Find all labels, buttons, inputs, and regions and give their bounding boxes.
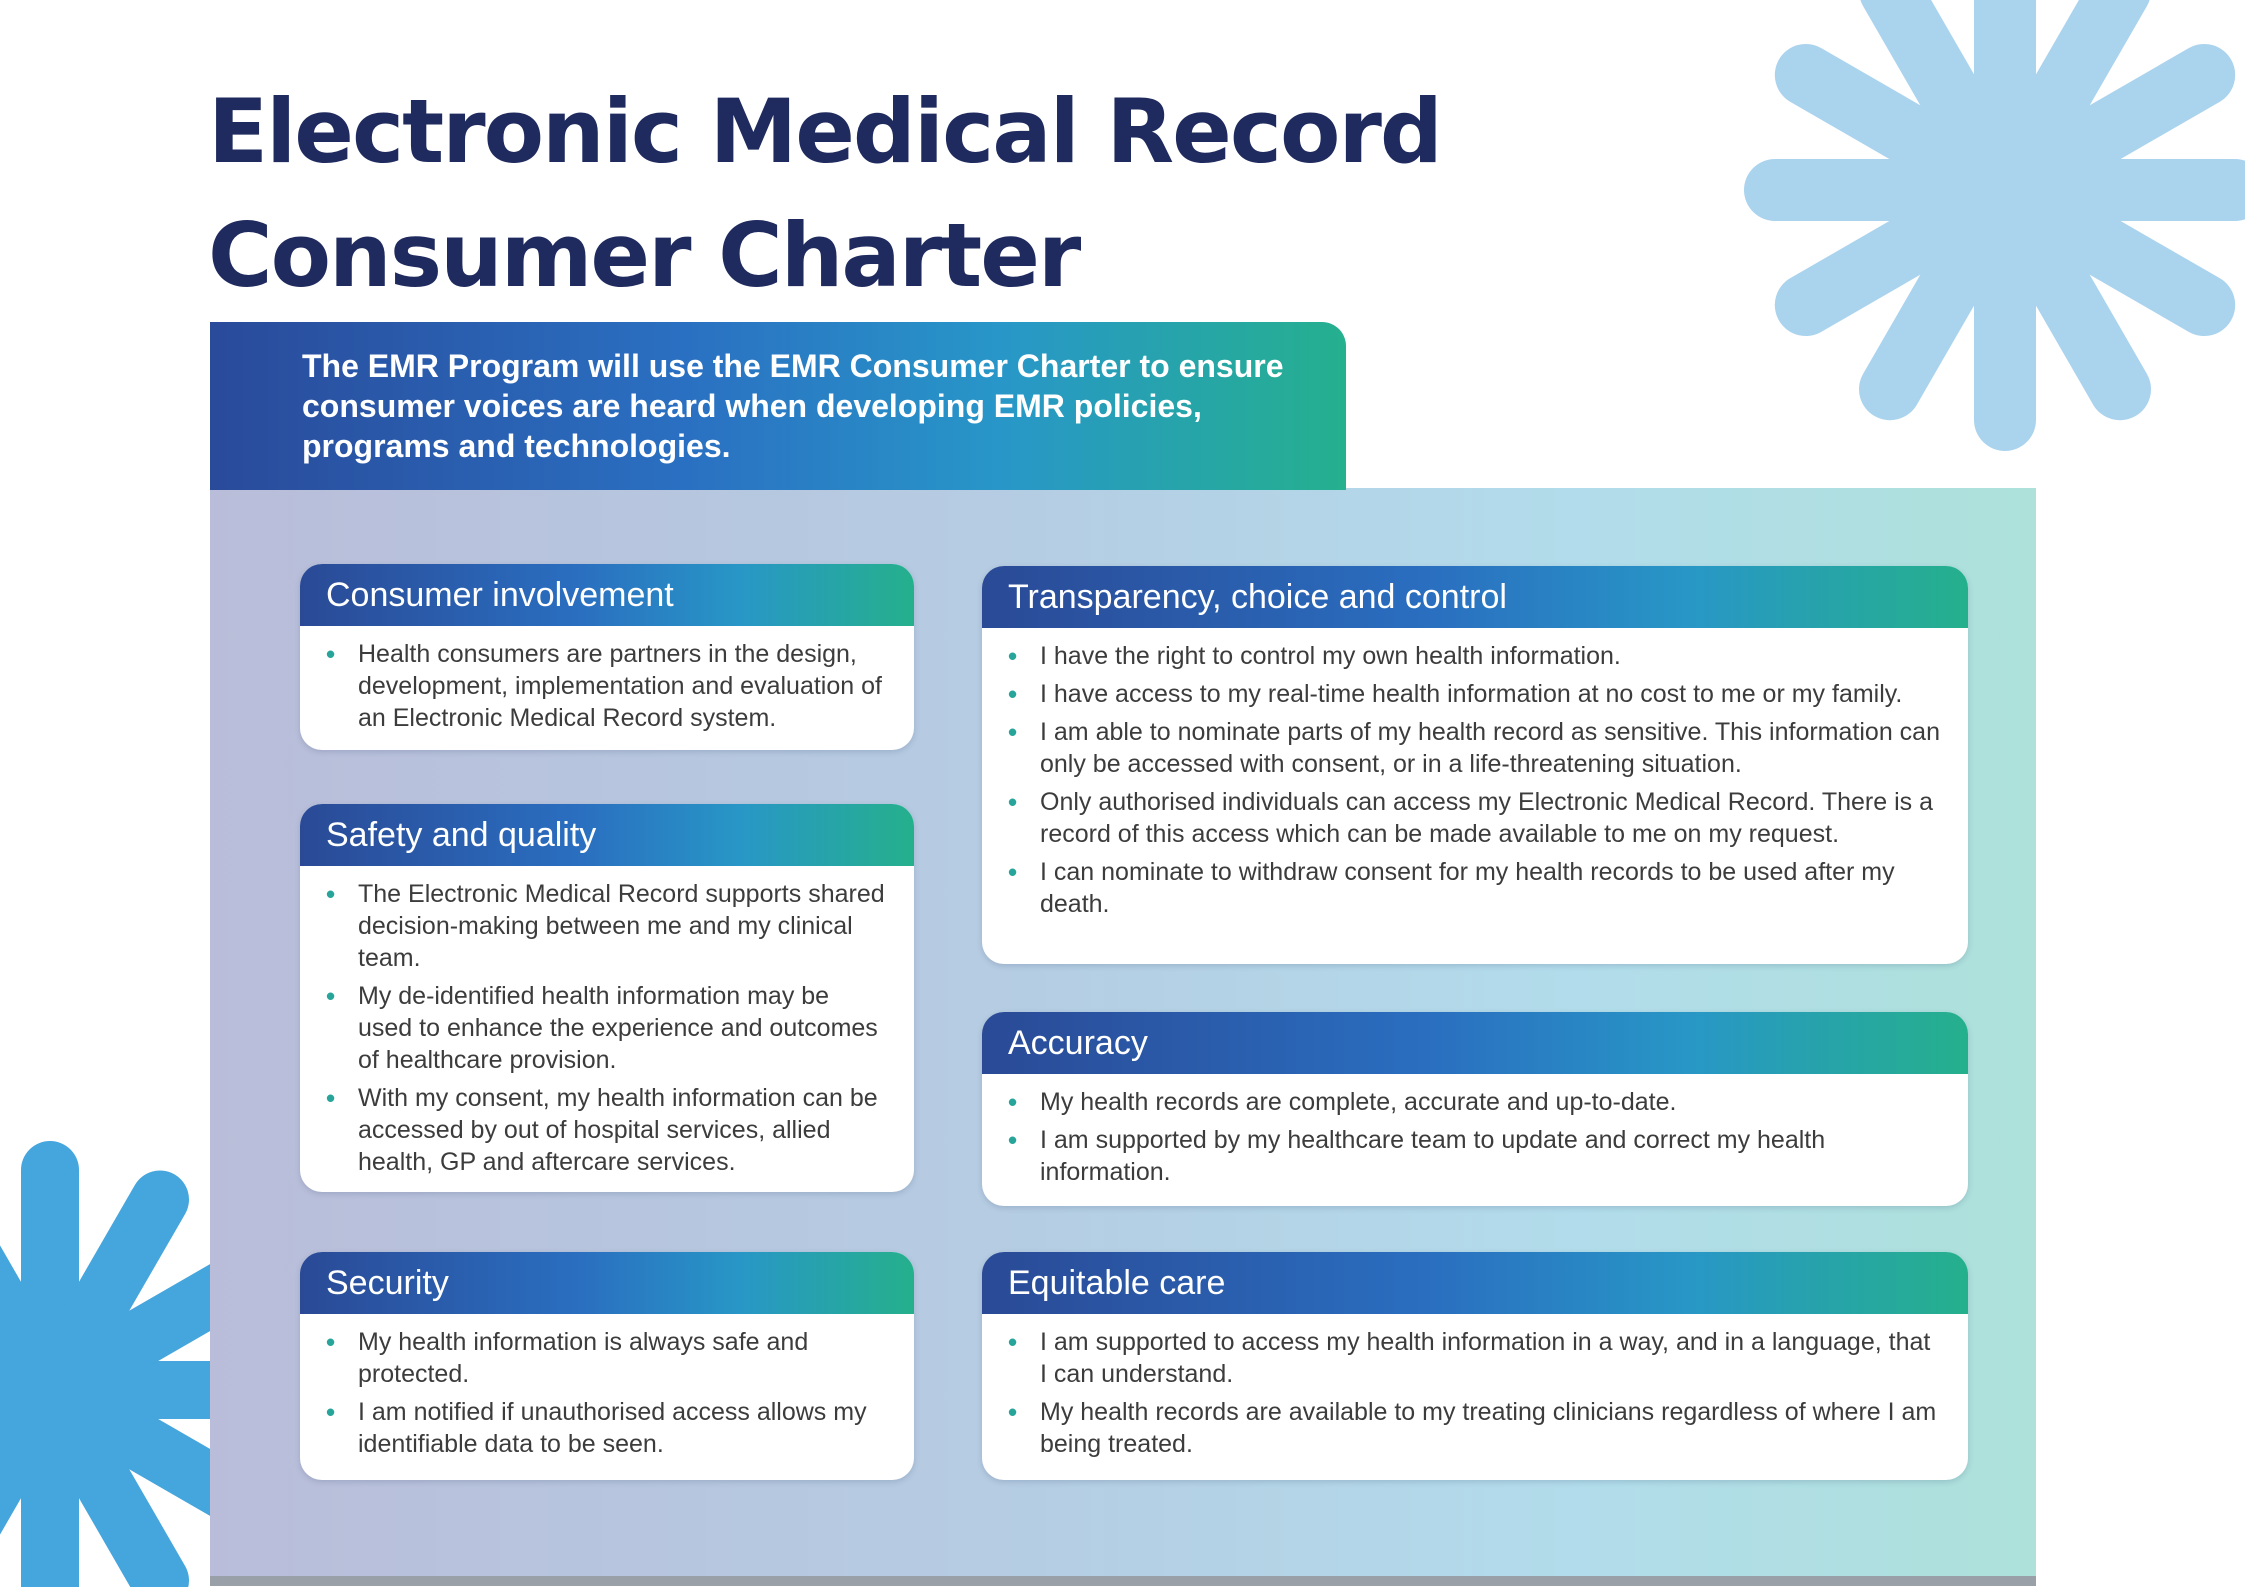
section-title: Accuracy xyxy=(982,1012,1968,1074)
bullet-icon: • xyxy=(1008,857,1018,887)
list-item xyxy=(1004,640,1944,672)
list-item xyxy=(322,1082,890,1178)
list-item-text: Health consumers are partners in the design, development, implementation and evaluation of an Electronic Medical Record system. xyxy=(358,640,882,732)
list-item xyxy=(1004,856,1944,920)
list-item xyxy=(1004,1326,1944,1390)
panel-shadow xyxy=(210,1576,2036,1586)
bullet-icon: • xyxy=(1008,679,1018,709)
list-item xyxy=(322,980,890,1076)
bullet-icon: • xyxy=(326,879,336,909)
bullet-icon: • xyxy=(1008,641,1018,671)
bullet-icon: • xyxy=(326,639,336,669)
bullet-icon: • xyxy=(326,981,336,1011)
list-item-text: I am notified if unauthorised access allows my identifiable data to be seen. xyxy=(358,1398,867,1458)
section-title: Equitable care xyxy=(982,1252,1968,1314)
section-title: Consumer involvement xyxy=(300,564,914,626)
list-item-text: I am supported to access my health information in a way, and in a language, that I can understand. xyxy=(1040,1328,1931,1388)
page-title-line-2: Consumer Charter xyxy=(208,204,1080,307)
section-card-safety-and-quality xyxy=(300,804,914,1192)
list-item xyxy=(1004,786,1944,850)
list-item-text: I am supported by my healthcare team to update and correct my health information. xyxy=(1040,1126,1826,1186)
section-card-accuracy xyxy=(982,1012,1968,1206)
list-item xyxy=(322,638,890,734)
bullet-icon: • xyxy=(326,1327,336,1357)
list-item xyxy=(1004,1396,1944,1460)
section-card-equitable-care xyxy=(982,1252,1968,1480)
bullet-icon: • xyxy=(326,1083,336,1113)
list-item xyxy=(322,1396,890,1460)
list-item xyxy=(1004,716,1944,780)
intro-banner xyxy=(210,322,1346,490)
bullet-icon: • xyxy=(326,1397,336,1427)
list-item-text: I am able to nominate parts of my health record as sensitive. This information can only be accessed with consent, or in a life-threatening situation. xyxy=(1040,718,1940,778)
list-item-text: My de-identified health information may be used to enhance the experience and outcomes of healthcare provision. xyxy=(358,982,878,1074)
bullet-icon: • xyxy=(1008,787,1018,817)
starburst-core xyxy=(1955,140,2055,240)
page-title-line-1: Electronic Medical Record xyxy=(208,80,1441,183)
list-item-text: I have the right to control my own health information. xyxy=(1040,642,1621,670)
starburst-core xyxy=(0,1340,100,1440)
bullet-icon: • xyxy=(1008,1125,1018,1155)
list-item-text: The Electronic Medical Record supports shared decision-making between me and my clinical team. xyxy=(358,880,885,972)
list-item-text: My health records are available to my treating clinicians regardless of where I am being treated. xyxy=(1040,1398,1937,1458)
bullet-icon: • xyxy=(1008,717,1018,747)
list-item xyxy=(1004,1124,1944,1188)
section-card-transparency-choice-control xyxy=(982,566,1968,964)
list-item-text: I have access to my real-time health information at no cost to me or my family. xyxy=(1040,680,1903,708)
list-item xyxy=(322,878,890,974)
intro-text: The EMR Program will use the EMR Consumer Charter to ensure consumer voices are heard when developing EMR policies, programs and technologies. xyxy=(302,348,1284,464)
list-item-text: I can nominate to withdraw consent for my health records to be used after my death. xyxy=(1040,858,1895,918)
list-item xyxy=(322,1326,890,1390)
section-title: Transparency, choice and control xyxy=(982,566,1968,628)
list-item xyxy=(1004,1086,1944,1118)
page-title xyxy=(208,70,1508,318)
bullet-icon: • xyxy=(1008,1327,1018,1357)
list-item-text: Only authorised individuals can access my Electronic Medical Record. There is a record of this access which can be made available to me on my request. xyxy=(1040,788,1933,848)
starburst-icon xyxy=(1705,0,2245,490)
list-item-text: My health information is always safe and protected. xyxy=(358,1328,809,1388)
bullet-icon: • xyxy=(1008,1087,1018,1117)
list-item-text: With my consent, my health information can be accessed by out of hospital services, allied health, GP and aftercare services. xyxy=(358,1084,878,1176)
bullet-icon: • xyxy=(1008,1397,1018,1427)
list-item xyxy=(1004,678,1944,710)
list-item-text: My health records are complete, accurate and up-to-date. xyxy=(1040,1088,1677,1116)
section-card-consumer-involvement xyxy=(300,564,914,750)
section-card-security xyxy=(300,1252,914,1480)
section-title: Security xyxy=(300,1252,914,1314)
section-title: Safety and quality xyxy=(300,804,914,866)
